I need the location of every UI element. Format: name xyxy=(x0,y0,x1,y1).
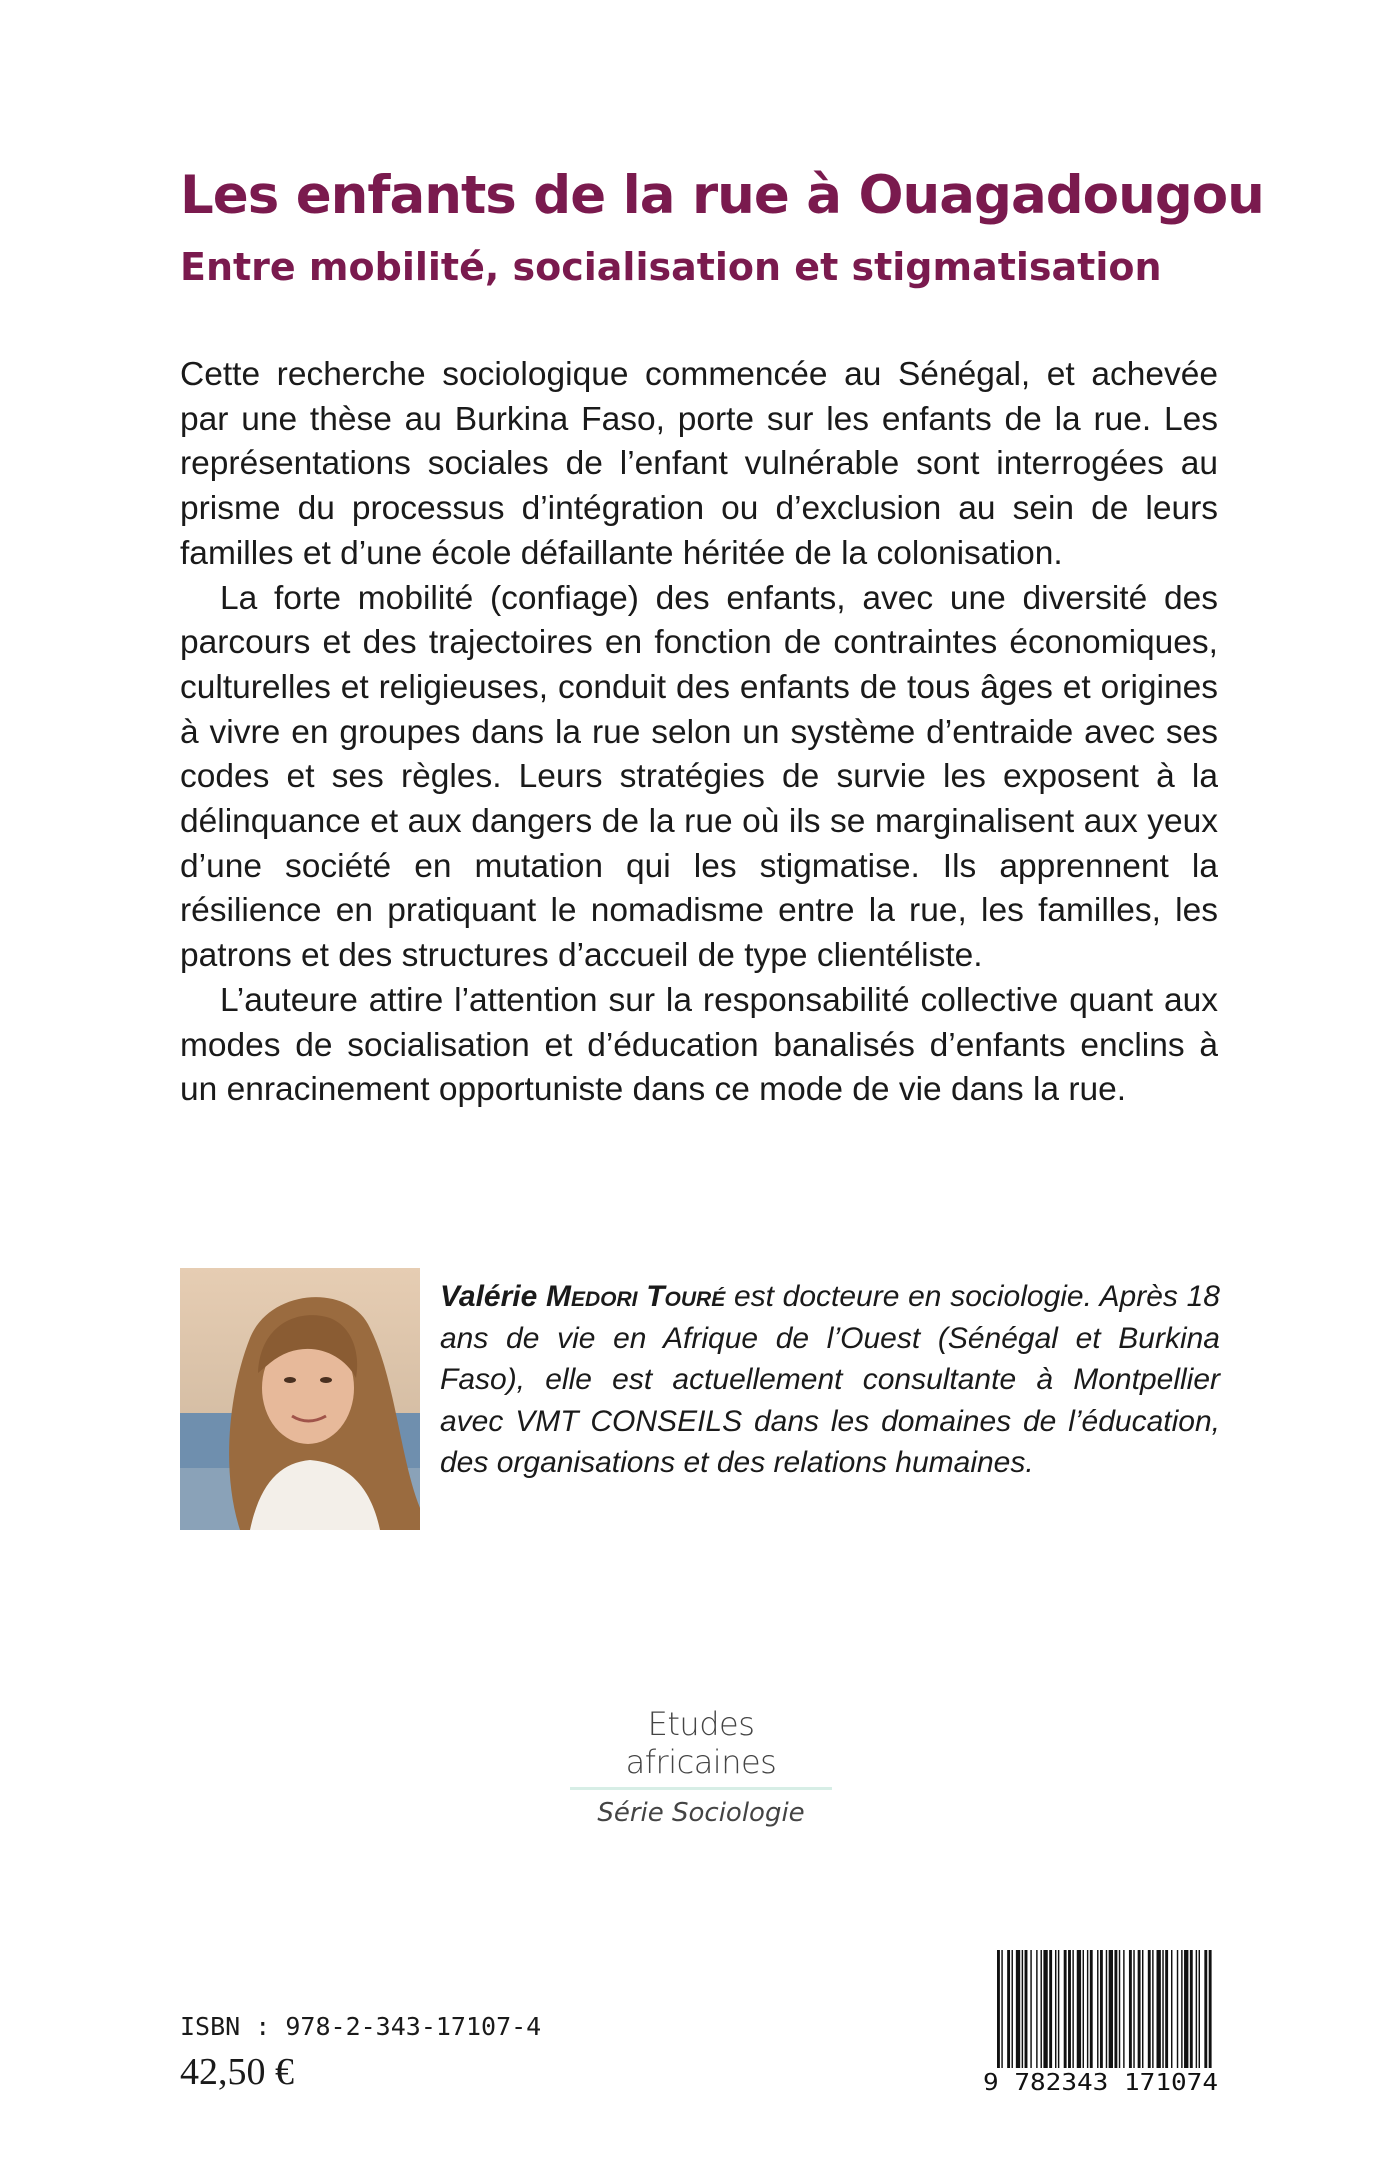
author-name xyxy=(440,1280,725,1313)
barcode-bar xyxy=(1001,1950,1002,2068)
back-cover-summary xyxy=(180,353,1218,1113)
summary-paragraph: L’auteure attire l’attention sur la responsabilité collective quant aux modes de socialisation et d’éducation banalisés d’enfants enclins à un enracinement opportuniste dans ce mode de vie dans la rue. xyxy=(180,981,1218,1109)
barcode-bar xyxy=(1204,1950,1207,2068)
barcode-bar xyxy=(1190,1950,1193,2068)
barcode-bar xyxy=(1157,1950,1161,2068)
barcode-bar xyxy=(1025,1950,1028,2068)
author-bio-text: est docteure en sociologie. Après 18 ans de vie en Afrique de l’Ouest (Sénégal et Burkina Faso), elle est actuellement consultante à Montpellier avec VMT CONSEILS dans les domaines de l’éducation, des organisations et des relations humaines. xyxy=(440,1280,1220,1480)
series-block xyxy=(570,1705,832,1828)
barcode-bar xyxy=(997,1950,1000,2068)
barcode-bar xyxy=(1171,1950,1172,2068)
barcode-bar xyxy=(1109,1950,1113,2068)
barcode-bar xyxy=(1043,1950,1047,2068)
barcode xyxy=(983,1950,1218,2095)
barcode-bar xyxy=(1114,1950,1117,2068)
barcode-bar xyxy=(1068,1950,1071,2068)
barcode-bar xyxy=(1064,1950,1067,2068)
barcode-bar xyxy=(1129,1950,1132,2068)
barcode-bar xyxy=(1177,1950,1178,2068)
series-subtitle: Série Sociologie xyxy=(597,1798,805,1828)
barcode-bar xyxy=(1012,1950,1013,2068)
barcode-bar xyxy=(1055,1950,1056,2068)
summary-paragraph: La forte mobilité (confiage) des enfants, avec une diversité des parcours et des trajectoires en fonction de contraintes économiques, culturelles et religieuses, conduit des enfants de tous âges et origines à vivre en groupes dans la rue selon un système d’entraide avec ses codes et ses règles. Leurs stratégies de survie les exposent à la délinquance et aux dangers de la rue où ils se marginalisent aux yeux d’une société en mutation qui les stigmatise. Ils apprennent la résilience en pratiquant le nomadisme entre la rue, les familles, les patrons et des structures d’accueil de type clientéliste. xyxy=(180,579,1218,975)
barcode-bar xyxy=(1058,1950,1059,2068)
barcode-bar xyxy=(1100,1950,1103,2068)
barcode-bar xyxy=(1209,1950,1212,2068)
barcode-bar xyxy=(1087,1950,1088,2068)
barcode-bar xyxy=(1133,1950,1134,2068)
series-divider xyxy=(570,1787,832,1790)
barcode-bar xyxy=(1152,1950,1153,2068)
barcode-bar xyxy=(1077,1950,1081,2068)
barcode-bars xyxy=(997,1950,1212,2068)
barcode-bar xyxy=(1142,1950,1143,2068)
barcode-bar xyxy=(1083,1950,1084,2068)
barcode-bar xyxy=(1022,1950,1023,2068)
barcode-bar xyxy=(1072,1950,1073,2068)
author-first-name: Valérie xyxy=(440,1280,538,1313)
barcode-bar xyxy=(1199,1950,1200,2068)
barcode-bar xyxy=(1030,1950,1031,2068)
barcode-bar xyxy=(1106,1950,1107,2068)
author-last-name: Medori Touré xyxy=(546,1280,726,1313)
barcode-digits: 9 782343 171074 xyxy=(983,2070,1218,2095)
barcode-bar xyxy=(1148,1950,1151,2068)
book-subtitle: Entre mobilité, socialisation et stigmatisation xyxy=(180,245,1162,289)
author-photo xyxy=(180,1268,420,1530)
barcode-bar xyxy=(1090,1950,1093,2068)
book-title: Les enfants de la rue à Ouagadougou xyxy=(180,165,1264,226)
barcode-bar xyxy=(1007,1950,1010,2068)
barcode-bar xyxy=(1123,1950,1124,2068)
series-name: Etudes africaines xyxy=(625,1705,777,1781)
barcode-bar xyxy=(1049,1950,1052,2068)
barcode-bar xyxy=(1119,1950,1120,2068)
barcode-bar xyxy=(1041,1950,1042,2068)
barcode-bar xyxy=(1184,1950,1188,2068)
barcode-bar xyxy=(1196,1950,1197,2068)
summary-paragraph: Cette recherche sociologique commencée au Sénégal, et achevée par une thèse au Burkina Faso, porte sur les enfants de la rue. Les représentations sociales de l’enfant vulnérable sont interrogées au prisme du processus d’intégration ou d’exclusion au sein de leurs familles et d’une école défaillante héritée de la colonisation. xyxy=(180,356,1218,572)
barcode-bar xyxy=(1138,1950,1141,2068)
barcode-bar xyxy=(1165,1950,1168,2068)
isbn: ISBN : 978-2-343-17107-4 xyxy=(180,2012,542,2041)
barcode-bar xyxy=(1016,1950,1020,2068)
price: 42,50 € xyxy=(180,2051,294,2093)
barcode-bar xyxy=(1036,1950,1037,2068)
barcode-bar xyxy=(1097,1950,1098,2068)
author-bio xyxy=(440,1276,1220,1484)
barcode-bar xyxy=(1162,1950,1163,2068)
barcode-bar xyxy=(1181,1950,1182,2068)
